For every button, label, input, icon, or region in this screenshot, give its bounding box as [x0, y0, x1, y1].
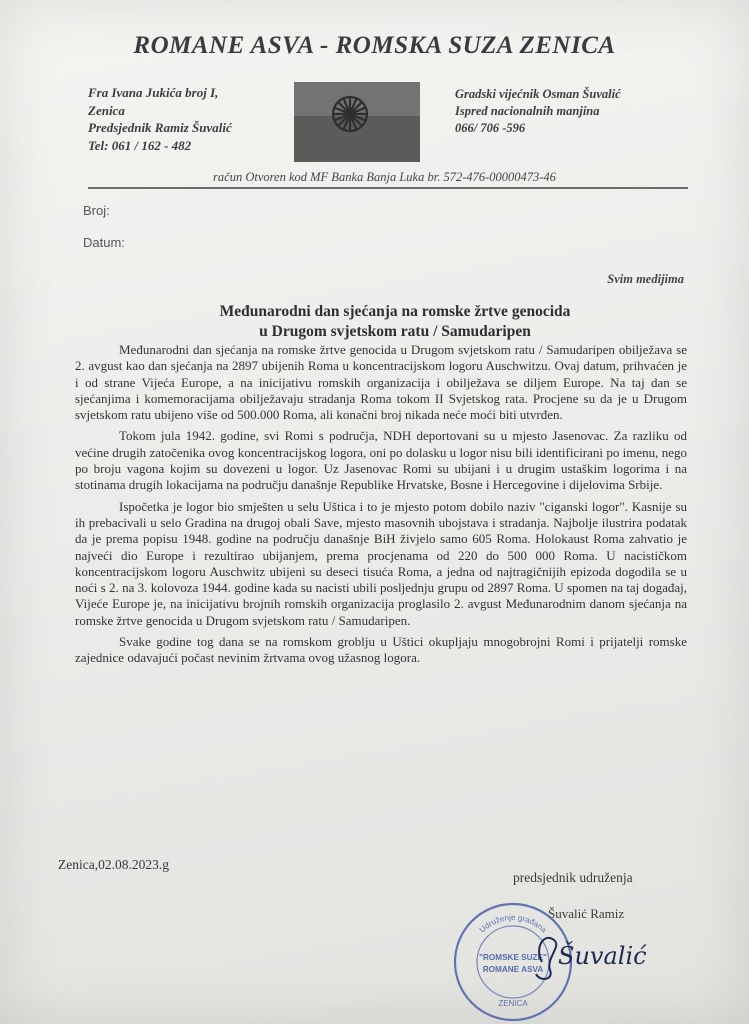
signature-text: Šuvalić [558, 942, 647, 970]
phone-line: Tel: 061 / 162 - 482 [88, 137, 192, 153]
signatory-role: predsjednik udruženja [513, 870, 633, 885]
body-paragraph: Svake godine tog dana se na romskom groblju u Uštici okupljaju mnogobrojni Romi i prijatelji romske zajednice odavajući počast nevinim žrtvama ovog užasnog logora. [75, 634, 687, 666]
stamp-line-2: ROMANE ASVA [482, 965, 544, 974]
address-line: Fra Ivana Jukića broj I, [88, 85, 219, 100]
handwritten-signature [528, 918, 678, 988]
document-title [95, 302, 695, 342]
signatory-name: Šuvalić Ramiz [548, 906, 625, 921]
romani-wheel-icon [294, 82, 420, 162]
title-line-1: Međunarodni dan sjećanja na romske žrtve genocida [219, 303, 571, 320]
place-date: Zenica,02.08.2023.g [58, 857, 169, 872]
letterhead-left-contact [88, 84, 288, 154]
document-body [75, 342, 687, 672]
stamp-city: ZENICA [498, 999, 528, 1008]
city-line: Zenica [88, 102, 125, 118]
broj-label: Broj: [83, 203, 110, 218]
stamp-line-1: "ROMSKE SUZE" [479, 953, 547, 962]
minority-role-line: Ispred nacionalnih manjina [455, 104, 600, 118]
organization-title: ROMANE ASVA - ROMSKA SUZA ZENICA [133, 32, 616, 59]
body-paragraph: Međunarodni dan sjećanja na romske žrtve genocida u Drugom svjetskom ratu / Samudaripen obilježava se 2. avgust kao dan sjećanja na 2897 ubijenih Roma u koncentracijskom logoru Auschwitzu. Ovaj datum, prihvaćen je i od strane Vijeća Europe, a na inicijativu romskih organizacija i obilježava se diljem Europe. Na taj dan se sjećanjima i komemoracijama obilježavaju stradanja Roma tokom II Svjetskog rata. Procjene su da je u Drugom svjetskom ratu ubijeno više od 500.000 Roma, ali konačni broj nikada neće moći biti utvrđen. [75, 342, 687, 423]
datum-label: Datum: [83, 235, 125, 250]
stamp-arc-text: Udruženje građana [477, 912, 549, 935]
letterhead-right-contact [455, 86, 705, 137]
header-divider [88, 187, 688, 189]
president-line: Predsjednik Ramiz Šuvalić [88, 120, 232, 135]
bank-account-line: račun Otvoren kod MF Banka Banja Luka br. 572-476-00000473-46 [213, 170, 556, 184]
councillor-line: Gradski vijećnik Osman Šuvalić [455, 87, 621, 101]
body-paragraph: Ispočetka je logor bio smješten u selu Uštica i to je mjesto potom dobilo naziv "ciganski logor". Kasnije su ih prebacivali u selo Gradina na drugoj obali Save, mjesto masovnih ubojstava i stradanja. Najbolje ilustrira podatak da je prema popisu 1948. godine na području današnje BiH živjelo samo 605 Roma. Holokaust Roma zahvatio je najveći dio Europe i rezultirao ubijanjem, prema procjenama od 220 do 500 000 Roma. U nacističkom koncentracijskom logoru Auschwitz ubijeni su deseci tisuća Roma, a jedna od najtragičnijih epizoda dogodila se u noći s 2. na 3. kolovoza 1944. godine kada su nacisti ubili posljednju grupu od 2897 Roma. U spomen na taj događaj, Vijeće Europe je, na inicijativu brojnih romskih organizacija proglasilo 2. avgust Međunarodnim danom sjećanja na romske žrtve genocida u Drugom svjetskom ratu / Samudaripen. [75, 498, 687, 628]
councillor-phone-line: 066/ 706 -596 [455, 121, 526, 135]
romani-wheel-logo [294, 82, 420, 162]
title-line-2: u Drugom svjetskom ratu / Samudaripen [259, 323, 531, 340]
body-paragraph: Tokom jula 1942. godine, svi Romi s područja, NDH deportovani su u mjesto Jasenovac. Za razliku od većine drugih zatočenika ovog koncentracijskog logora, oni po dolasku u logor nisu bili identificirani po imenu, nego po broju vagona kojim su dovezeni u logor. Uz Jasenovac Romi su ubijani i u drugim ustaškim logorima i na stotinama drugih lokacijama na području današnje Republike Hrvatske, Bosne i Hercegovine i dijelovima Srbije. [75, 428, 687, 493]
recipient-line: Svim medijima [607, 272, 684, 286]
